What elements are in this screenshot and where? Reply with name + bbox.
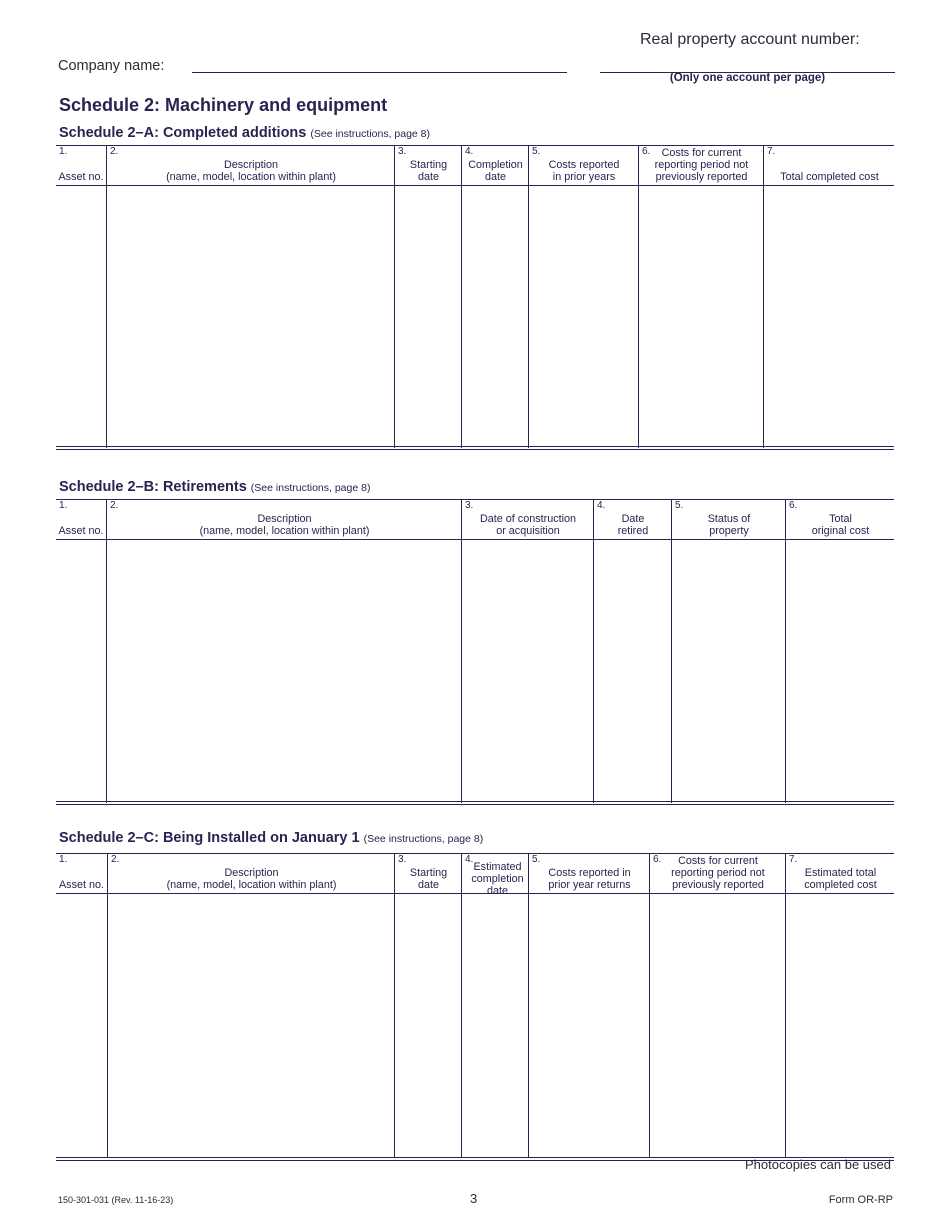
schedule-b-acquisition-date-cell[interactable] [461, 539, 594, 803]
col-label: Description (name, model, location within plant) [166, 159, 336, 183]
schedule-a-asset-cell[interactable] [56, 185, 106, 448]
company-name-field[interactable] [192, 72, 567, 73]
schedule-b-title-text: Schedule 2–B: Retirements [59, 479, 247, 495]
col-number: 5. [532, 146, 541, 157]
schedule-b-note: (See instructions, page 8) [250, 482, 371, 494]
schedule-c-table [56, 853, 894, 1157]
col-label: Starting date [409, 159, 448, 183]
schedule-a-description-cell[interactable] [106, 185, 395, 448]
schedule-c-description-cell[interactable] [107, 893, 395, 1157]
col-label: Estimated total completed cost [804, 867, 877, 891]
schedule-a-col-4 [461, 146, 529, 185]
schedule-c-completion-date-cell[interactable] [461, 893, 529, 1157]
col-number: 3. [398, 146, 407, 157]
col-number: 4. [597, 500, 606, 511]
schedule-b-col-2 [106, 500, 462, 539]
schedule-c-col-7 [785, 854, 895, 893]
col-number: 5. [532, 854, 541, 865]
form-code: 150-301-031 (Rev. 11-16-23) [58, 1195, 174, 1205]
schedule-c-prior-costs-cell[interactable] [528, 893, 650, 1157]
col-label: Costs reported in prior year returns [548, 867, 631, 891]
col-number: 5. [675, 500, 684, 511]
schedule-c-header [56, 854, 894, 897]
schedule-a-note: (See instructions, page 8) [310, 128, 431, 140]
col-label: Description (name, model, location within plant) [166, 867, 337, 891]
col-label: Estimated completion date [471, 861, 524, 897]
schedule-a-total-cost-cell[interactable] [763, 185, 895, 448]
schedule-b-col-4 [593, 500, 672, 539]
company-name-label: Company name: [58, 58, 165, 74]
col-number: 7. [789, 854, 798, 865]
schedule-a-title-text: Schedule 2–A: Completed additions [59, 125, 307, 141]
schedule-a-col-1 [56, 146, 106, 185]
schedule-b-col-1 [56, 500, 106, 539]
col-label: Total completed cost [780, 171, 879, 183]
col-label: Date of construction or acquisition [479, 513, 577, 537]
col-label: Asset no. [58, 879, 104, 891]
col-label: Asset no. [58, 525, 104, 537]
schedule-a-completion-date-cell[interactable] [461, 185, 529, 448]
schedule-b-col-3 [461, 500, 594, 539]
schedule-a-table [56, 145, 894, 448]
schedule-c-total-cost-cell[interactable] [785, 893, 895, 1157]
schedule-c-col-5 [528, 854, 650, 893]
schedule-a-bottom-rule [56, 446, 894, 450]
schedule-c-current-costs-cell[interactable] [649, 893, 786, 1157]
schedule-a-header [56, 146, 894, 186]
col-label: Completion date [468, 159, 523, 183]
schedule-title: Schedule 2: Machinery and equipment [59, 95, 388, 115]
col-number: 2. [111, 854, 120, 865]
col-label: Costs reported in prior years [548, 159, 620, 183]
schedule-a-starting-date-cell[interactable] [394, 185, 462, 448]
schedule-c-title [59, 830, 483, 846]
col-number: 6. [642, 146, 651, 157]
schedule-b-header [56, 500, 894, 540]
schedule-c-col-4 [461, 854, 529, 897]
schedule-b-description-cell[interactable] [106, 539, 462, 803]
col-number: 3. [465, 500, 474, 511]
col-number: 1. [59, 146, 68, 157]
schedule-b-title [59, 479, 370, 495]
schedule-a-col-3 [394, 146, 462, 185]
col-number: 4. [465, 146, 474, 157]
schedule-b-table [56, 499, 894, 803]
col-number: 6. [789, 500, 798, 511]
col-number: 3. [398, 854, 407, 865]
schedule-b-retired-date-cell[interactable] [593, 539, 672, 803]
form-name: Form OR-RP [828, 1194, 893, 1206]
schedule-c-starting-date-cell[interactable] [394, 893, 462, 1157]
schedule-c-col-3 [394, 854, 462, 893]
col-number: 6. [653, 854, 662, 865]
col-label: Description (name, model, location within plant) [199, 513, 370, 537]
photocopies-note: Photocopies can be used [745, 1157, 891, 1172]
schedule-a-col-5 [528, 146, 639, 185]
schedule-c-col-1 [56, 854, 107, 893]
schedule-a-col-6 [638, 146, 764, 185]
schedule-c-asset-cell[interactable] [56, 893, 107, 1157]
col-label: Costs for current reporting period not previously reported [654, 147, 749, 183]
schedule-b-status-cell[interactable] [671, 539, 786, 803]
col-label: Costs for current reporting period not previously reported [671, 855, 765, 891]
col-label: Status of property [707, 513, 751, 537]
schedule-b-col-5 [671, 500, 786, 539]
schedule-a-prior-costs-cell[interactable] [528, 185, 639, 448]
schedule-b-col-6 [785, 500, 895, 539]
col-label: Total original cost [811, 513, 870, 537]
col-label: Date retired [617, 513, 649, 537]
schedule-c-title-text: Schedule 2–C: Being Installed on January 1 [59, 830, 360, 846]
schedule-b-original-cost-cell[interactable] [785, 539, 895, 803]
account-note: (Only one account per page) [669, 72, 826, 84]
schedule-c-col-6 [649, 854, 786, 893]
col-label: Asset no. [58, 171, 104, 183]
page-number: 3 [470, 1191, 478, 1206]
account-number-label: Real property account number: [640, 31, 860, 48]
col-label: Starting date [409, 867, 448, 891]
schedule-a-col-2 [106, 146, 395, 185]
col-number: 4. [465, 854, 474, 865]
schedule-c-note: (See instructions, page 8) [363, 833, 484, 845]
col-number: 2. [110, 146, 119, 157]
col-number: 1. [59, 854, 68, 865]
schedule-b-asset-cell[interactable] [56, 539, 106, 803]
col-number: 7. [767, 146, 776, 157]
schedule-c-col-2 [107, 854, 395, 893]
col-number: 1. [59, 500, 68, 511]
schedule-a-col-7 [763, 146, 895, 185]
schedule-a-current-costs-cell[interactable] [638, 185, 764, 448]
schedule-b-bottom-rule [56, 801, 894, 805]
col-number: 2. [110, 500, 119, 511]
schedule-a-title [59, 125, 430, 141]
